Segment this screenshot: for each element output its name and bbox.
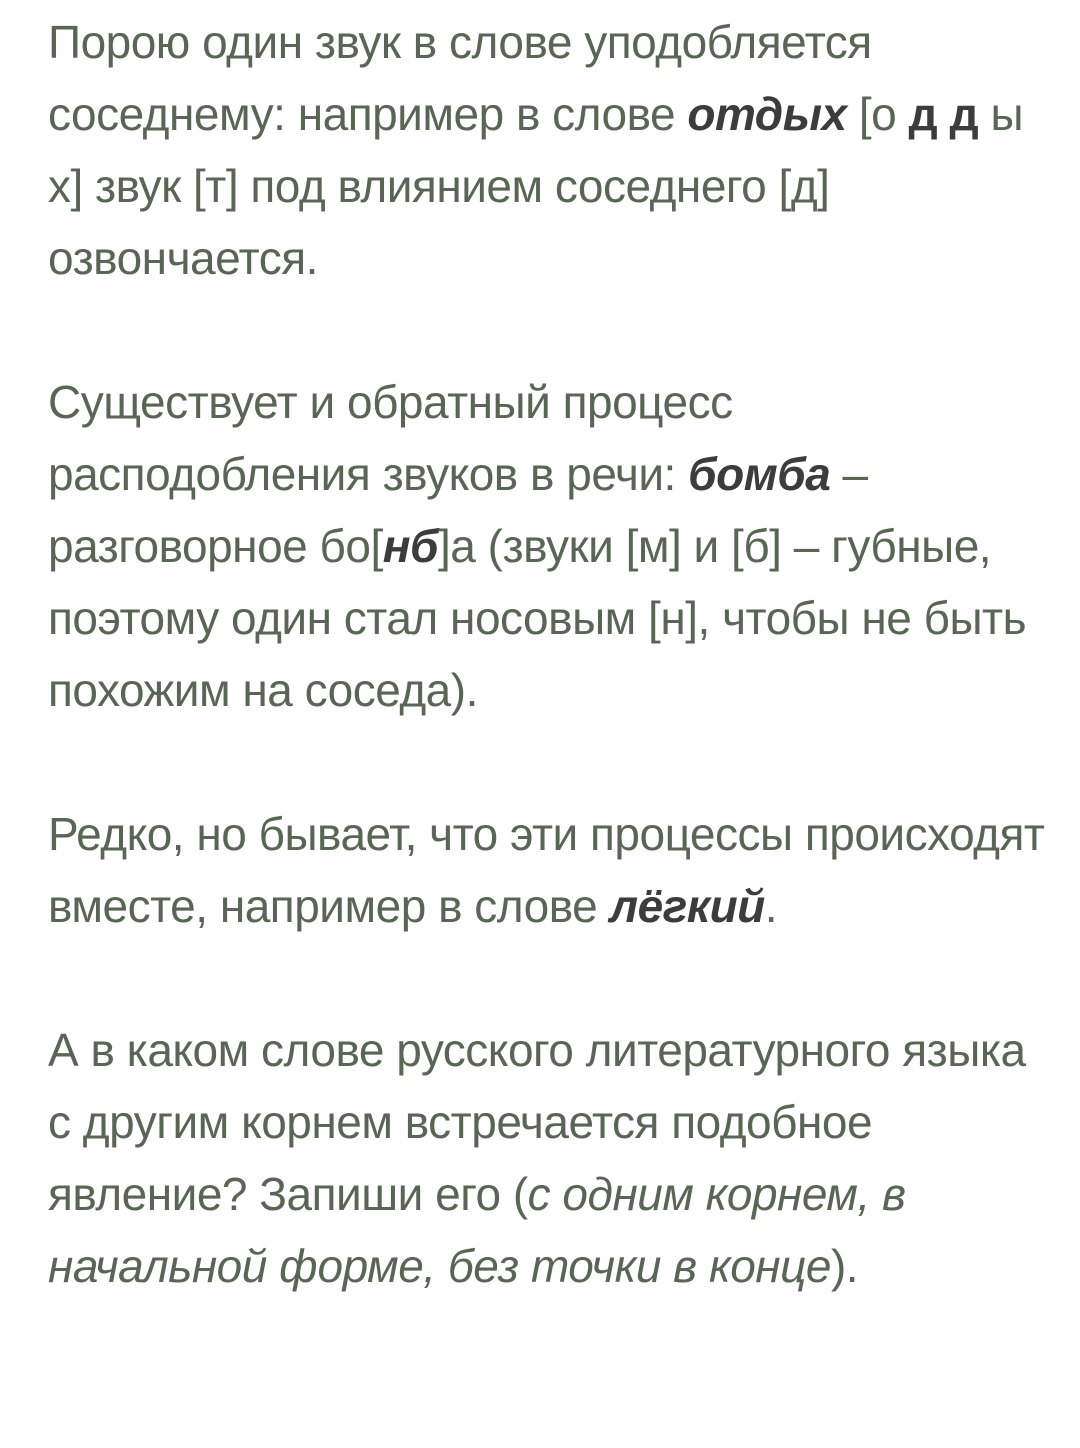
text: Редко, но бывает, что эти процессы происходят вместе, например в слове — [48, 808, 1045, 932]
text: ]а (звуки [м] и [б] – губные, поэтому один стал носовым [н], чтобы не быть похожим на соседа). — [48, 520, 1027, 716]
paragraph-question — [48, 1014, 1058, 1302]
transcription-highlight: д д — [908, 88, 979, 140]
text: ы х] звук [т] под влиянием соседнего [д] озвончается. — [48, 88, 1024, 284]
text: Порою один звук в слове уподобляется соседнему: например в слове — [48, 16, 872, 140]
text: . — [764, 880, 778, 932]
text: – разговорное бо[ — [48, 448, 868, 572]
example-word: отдых — [687, 88, 847, 140]
text: [о — [846, 88, 909, 140]
article-text — [48, 6, 1058, 1302]
text: Существует и обратный процесс расподобления звуков в речи: — [48, 376, 733, 500]
text: А в каком слове русского литературного языка с другим корнем встречается подобное явление? Запиши его ( — [48, 1024, 1026, 1220]
example-word: лёгкий — [609, 880, 765, 932]
paragraph-combined — [48, 798, 1058, 942]
example-word: бомба — [688, 448, 831, 500]
instruction-italic: с одним корнем, в начальной форме, без точки в конце — [48, 1168, 906, 1292]
paragraph-assimilation — [48, 6, 1058, 294]
text: ). — [830, 1240, 859, 1292]
paragraph-dissimilation — [48, 366, 1058, 726]
transcription-highlight: нб — [382, 520, 439, 572]
